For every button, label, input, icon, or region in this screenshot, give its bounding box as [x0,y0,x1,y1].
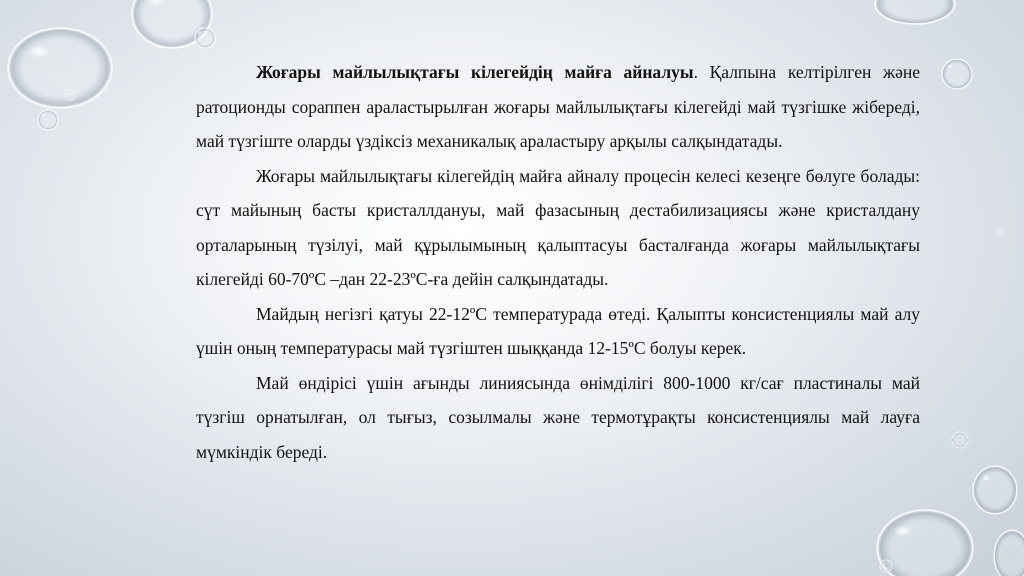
paragraph-3 [196,297,920,366]
paragraph-1-text: . Қалпына келтірілген және ратоционды сораппен араластырылған жоғары майлылықтағы кілегейді май түзгішке жібереді, май түзгіште оларды үздіксіз механикалық араластыру арқылы салқындатады. [196,62,920,151]
paragraph-1 [196,55,920,159]
drop-bottom-right-edge [994,530,1024,576]
drop-right-small [952,432,968,448]
paragraph-2 [196,159,920,297]
drop-bottom-right-1 [973,466,1017,514]
drop-top-left-large [132,0,212,48]
drop-left-large [8,28,112,108]
drop-top-right [875,0,955,24]
paragraph-2-text: Жоғары майлылықтағы кілегейдің майға айналу процесін келесі кезеңге бөлуге болады: сүт майының басты кристаллдануы, май фазасының дестабилизациясы және кристалдану орталарының түзілуі, май құрылымының қалыптасуы басталғанда жоғары майлылықтағы кілегейді 60-70ºС –дан 22-23ºС-ға дейін салқындатады. [196,165,920,289]
paragraph-1-bold-lead: Жоғары майлылықтағы кілегейдің майға айналуы [256,62,694,82]
drop-top-left-small [195,28,215,48]
drop-right-tiny [997,229,1003,235]
paragraph-4-text: Май өндірісі үшін ағынды линиясында өнімділігі 800-1000 кг/сағ пластиналы май түзгіш орнатылған, ол тығыз, созылмалы және термотұрақты консистенциялы май лауға мүмкіндік береді. [196,372,920,462]
paragraph-4 [196,366,920,470]
slide-body-text [196,55,920,469]
drop-bottom-right-tiny [880,560,892,572]
paragraph-3-text: Майдың негізгі қатуы 22-12ºС температурада өтеді. Қалыпты консистенциялы май алу үшін оның температурасы май түзгіштен шыққанда 12-15ºС болуы керек. [196,303,920,358]
drop-bottom-right-large [877,510,973,576]
drop-left-tiny-1 [65,90,75,100]
drop-left-small [38,110,58,130]
drop-right-mid [942,59,972,89]
